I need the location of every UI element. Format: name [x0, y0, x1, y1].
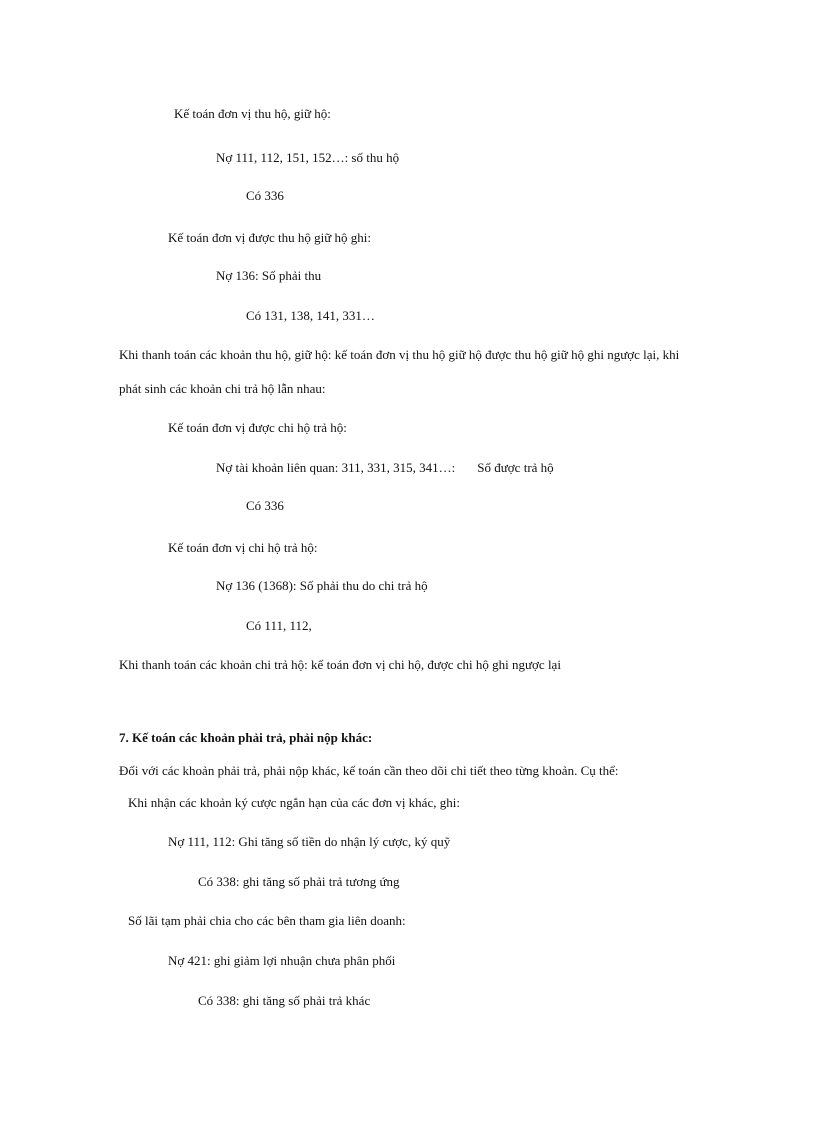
text-line: Có 111, 112,	[246, 618, 312, 633]
text-line: Số lãi tạm phải chia cho các bên tham gia liên doanh:	[128, 913, 406, 928]
text-line: Khi nhận các khoản ký cược ngắn hạn của các đơn vị khác, ghi:	[128, 795, 460, 810]
text-line: Có 338: ghi tăng số phải trả tương ứng	[198, 874, 400, 889]
text-line: phát sinh các khoản chi trả hộ lẫn nhau:	[119, 381, 326, 396]
text-line: Đối với các khoản phải trả, phải nộp khác, kế toán cần theo dõi chi tiết theo từng khoản. Cụ thể:	[119, 763, 619, 778]
text-line	[216, 460, 554, 476]
text-line: Kế toán đơn vị chi hộ trả hộ:	[168, 540, 318, 555]
text-segment: Nợ tài khoản liên quan: 311, 331, 315, 341…:	[216, 460, 456, 475]
text-line: Nợ 111, 112, 151, 152…: số thu hộ	[216, 150, 400, 165]
section-heading: 7. Kế toán các khoản phải trả, phải nộp khác:	[119, 730, 373, 745]
text-line: Nợ 136: Số phải thu	[216, 268, 322, 283]
text-line: Có 336	[246, 498, 284, 513]
text-line: Có 338: ghi tăng số phải trả khác	[198, 993, 371, 1008]
text-line: Có 131, 138, 141, 331…	[246, 308, 375, 323]
text-line: Khi thanh toán các khoản thu hộ, giữ hộ: kế toán đơn vị thu hộ giữ hộ được thu hộ giữ hộ ghi ngược lại, khi	[119, 347, 680, 362]
text-line: Kế toán đơn vị được chi hộ trả hộ:	[168, 420, 347, 435]
text-line: Kế toán đơn vị thu hộ, giữ hộ:	[174, 106, 331, 121]
text-line: Nợ 111, 112: Ghi tăng số tiền do nhận lý cược, ký quỹ	[168, 834, 451, 849]
text-line: Nợ 421: ghi giảm lợi nhuận chưa phân phối	[168, 953, 396, 968]
text-line: Nợ 136 (1368): Số phải thu do chi trả hộ	[216, 578, 428, 593]
text-line: Có 336	[246, 188, 284, 203]
text-line: Kế toán đơn vị được thu hộ giữ hộ ghi:	[168, 230, 371, 245]
text-line: Khi thanh toán các khoản chi trả hộ: kế toán đơn vị chi hộ, được chi hộ ghi ngược lại	[119, 657, 561, 672]
text-segment: Số được trả hộ	[477, 460, 554, 475]
